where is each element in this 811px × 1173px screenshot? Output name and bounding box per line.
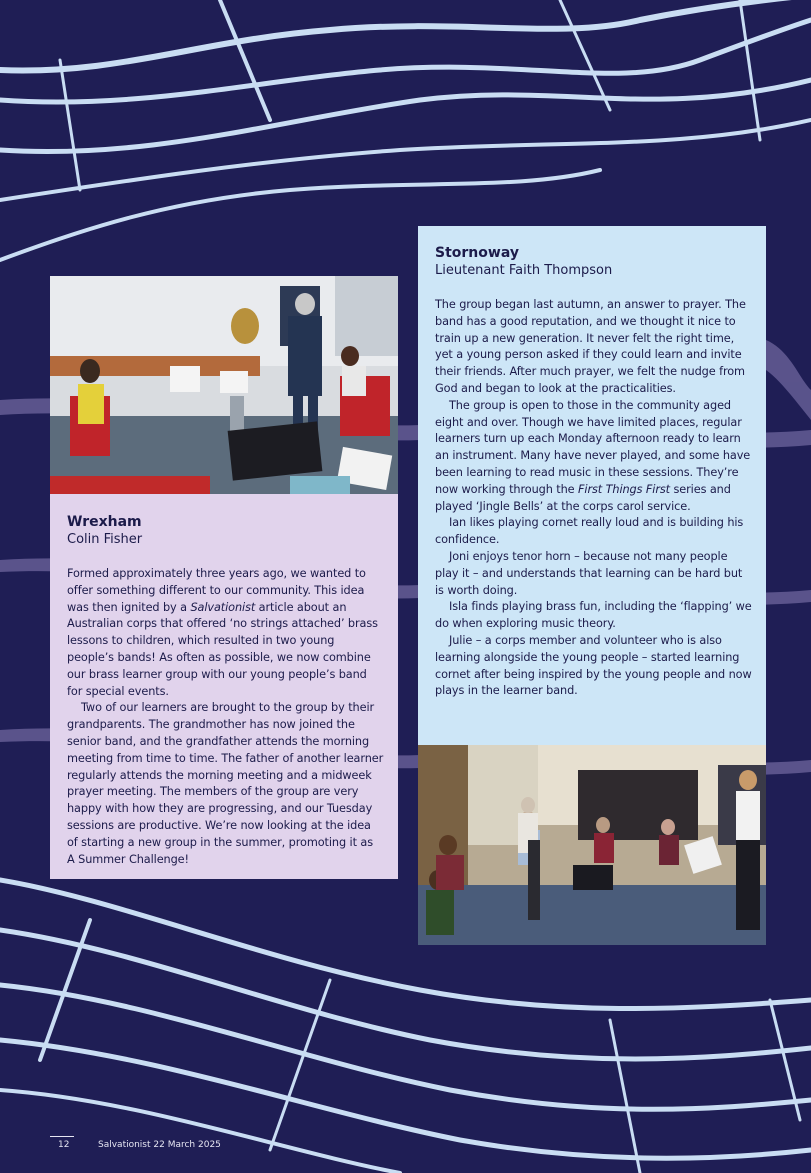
wrexham-paragraph-2: Two of our learners are brought to the group by their grandparents. The grandmother has now joined the senior band, and the grandfather attends the morning meeting from time to time. The father of another learner regularly attends the morning meeting and a midweek prayer meeting. The members of the group are very happy with how they are progressing, and our Tuesday sessions are productive. We’re now looking at the idea of starting a new group in the summer, promoting it as A Summer Challenge! xyxy=(67,701,384,866)
wrexham-band-photo xyxy=(50,276,398,494)
stornoway-author: Lieutenant Faith Thompson xyxy=(435,263,613,278)
stornoway-paragraph-5: Isla finds playing brass fun, including the ‘flapping’ we do when exploring music theory. xyxy=(435,600,752,631)
stornoway-paragraph-2: The group is open to those in the community aged eight and over. Though we have limited places, regular learners turn up each Monday afternoon ready to learn an instrument. Many have never played, and some have been learning to read music in these sessions. They’re now working through the First Things First series and played ‘Jingle Bells’ at the corps carol service. xyxy=(435,398,751,513)
stornoway-paragraph-1: The group began last autumn, an answer to prayer. The band has a good reputation, and we thought it nice to train up a new generation. It never felt the right time, yet a young person asked if they could learn and invite their friends. After much prayer, we felt the nudge from God and began to look at the practicalities. xyxy=(435,298,746,395)
wrexham-card xyxy=(50,276,398,879)
stornoway-title: Stornoway xyxy=(435,245,519,261)
wrexham-title: Wrexham xyxy=(67,514,142,530)
footer-rule xyxy=(50,1136,74,1137)
stornoway-band-photo xyxy=(418,745,766,945)
wrexham-body xyxy=(67,566,384,868)
stornoway-paragraph-6: Julie – a corps member and volunteer who is also learning alongside the young people – started learning cornet after being inspired by the young people and now plays in the learner band. xyxy=(435,633,752,698)
page-number: 12 xyxy=(58,1140,70,1150)
stornoway-body xyxy=(435,297,752,700)
stornoway-card xyxy=(418,226,766,945)
stornoway-paragraph-3: Ian likes playing cornet really loud and is building his confidence. xyxy=(435,516,744,547)
wrexham-paragraph-1: Formed approximately three years ago, we wanted to offer something different to our community. This idea was then ignited by a Salvationist article about an Australian corps that offered ‘no strings attached’ brass lessons to children, which resulted in two young people’s bands! As often as possible, we now combine our brass learner group with our young people’s band for special events. xyxy=(67,567,378,698)
magazine-issue: Salvationist 22 March 2025 xyxy=(98,1140,221,1150)
stornoway-paragraph-4: Joni enjoys tenor horn – because not many people play it – and understands that learning can be hard but is worth doing. xyxy=(435,549,743,597)
wrexham-author: Colin Fisher xyxy=(67,532,143,547)
